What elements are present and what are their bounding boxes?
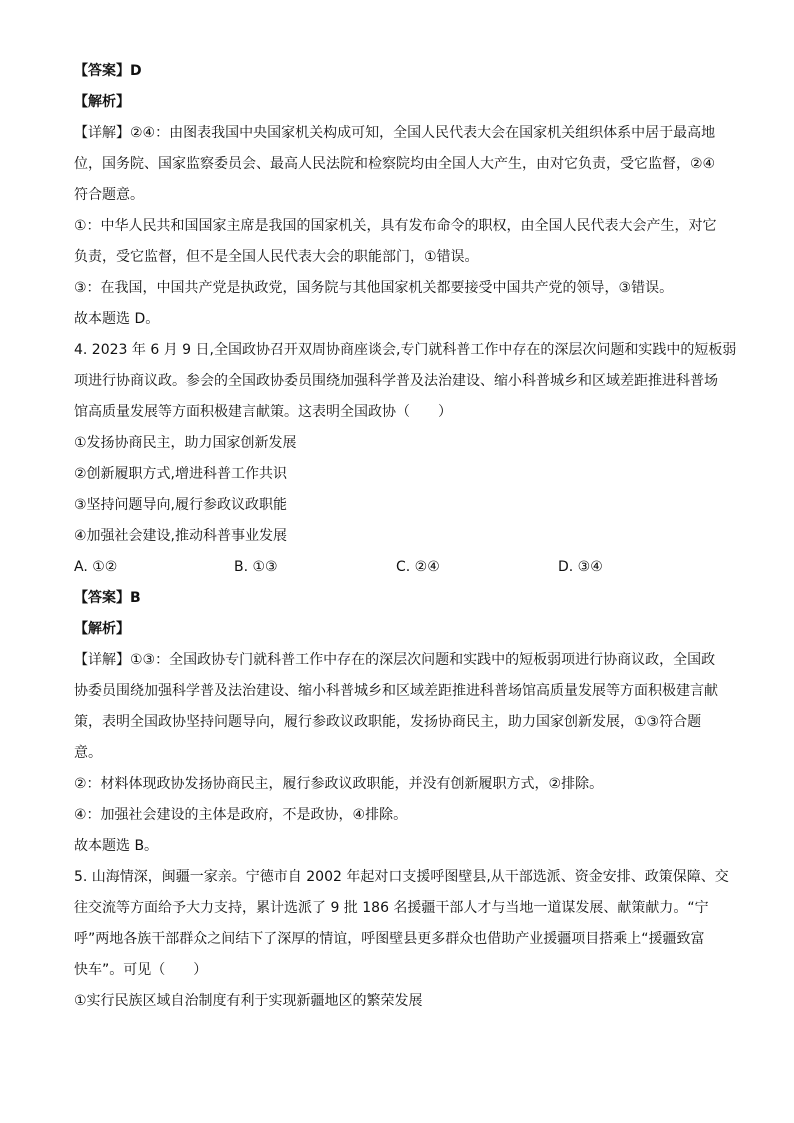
analysis-label-q4: 【解析】: [74, 621, 130, 637]
question-4-stem: 项进行协商议政。参会的全国政协委员围绕加强科学普及法治建设、缩小科普城乡和区域差距推进科普场: [74, 373, 718, 389]
explanation-line: 意。: [74, 745, 102, 761]
explanation-line: 协委员围绕加强科学普及法治建设、缩小科普城乡和区域差距推进科普场馆高质量发展等方面积极建言献: [74, 683, 718, 699]
question-5-stem: 往交流等方面给予大力支持，累计选派了 9 批 186 名援疆干部人才与当地一道谋发展、献策献力。“宁: [74, 900, 709, 916]
question-5-statement: ①实行民族区域自治制度有利于实现新疆地区的繁荣发展: [74, 993, 423, 1009]
answer-label-q4: 【答案】B: [74, 590, 141, 606]
explanation-line: 【详解】②④：由图表我国中央国家机关构成可知，全国人民代表大会在国家机关组织体系中居于最高地: [74, 125, 716, 141]
explanation-line: ③：在我国，中国共产党是执政党，国务院与其他国家机关都要接受中国共产党的领导，③错误。: [74, 280, 674, 296]
conclusion-line: 故本题选 B。: [74, 838, 159, 854]
question-4-options: [74, 558, 724, 576]
explanation-line: ①：中华人民共和国国家主席是我国的国家机关，具有发布命令的职权，由全国人民代表大会产生，对它: [74, 218, 717, 234]
explanation-line: 策，表明全国政协坚持问题导向，履行参政议政职能，发扬协商民主，助力国家创新发展，①③符合题: [74, 714, 702, 730]
question-4-statement: ③坚持问题导向,履行参政议政职能: [74, 497, 288, 513]
option-a: A. ①②: [74, 559, 118, 575]
analysis-label-q3: 【解析】: [74, 94, 130, 110]
question-4-statement: ④加强社会建设,推动科普事业发展: [74, 528, 288, 544]
question-5-stem: 快车”。可见（ ）: [74, 962, 208, 978]
conclusion-line: 故本题选 D。: [74, 311, 160, 327]
explanation-line: ④：加强社会建设的主体是政府，不是政协，④排除。: [74, 807, 408, 823]
option-c: C. ②④: [396, 559, 440, 575]
explanation-line: 位，国务院、国家监察委员会、最高人民法院和检察院均由全国人大产生，由对它负责，受它监督，②④: [74, 156, 716, 172]
question-5-stem: 5. 山海情深，闽疆一家亲。宁德市自 2002 年起对口支援呼图壁县,从干部选派、资金安排、政策保障、交: [74, 869, 729, 885]
option-d: D. ③④: [558, 559, 603, 575]
option-b: B. ①③: [234, 559, 278, 575]
question-4-stem: 馆高质量发展等方面积极建言献策。这表明全国政协（ ）: [74, 404, 452, 420]
explanation-line: ②：材料体现政协发扬协商民主，履行参政议政职能，并没有创新履职方式，②排除。: [74, 776, 604, 792]
explanation-line: 【详解】①③：全国政协专门就科普工作中存在的深层次问题和实践中的短板弱项进行协商议政，全国政: [74, 652, 716, 668]
question-4-statement: ②创新履职方式,增进科普工作共识: [74, 466, 288, 482]
question-5-stem: 呼”两地各族干部群众之间结下了深厚的情谊，呼图壁县更多群众也借助产业援疆项目搭乘上“援疆致富: [74, 931, 705, 947]
explanation-line: 负责，受它监督，但不是全国人民代表大会的职能部门，①错误。: [74, 249, 479, 265]
answer-label-q3: 【答案】D: [74, 63, 142, 79]
question-4-statement: ①发扬协商民主，助力国家创新发展: [74, 435, 297, 451]
question-4-stem: 4. 2023 年 6 月 9 日,全国政协召开双周协商座谈会,专门就科普工作中存在的深层次问题和实践中的短板弱: [74, 342, 737, 358]
explanation-line: 符合题意。: [74, 187, 144, 203]
